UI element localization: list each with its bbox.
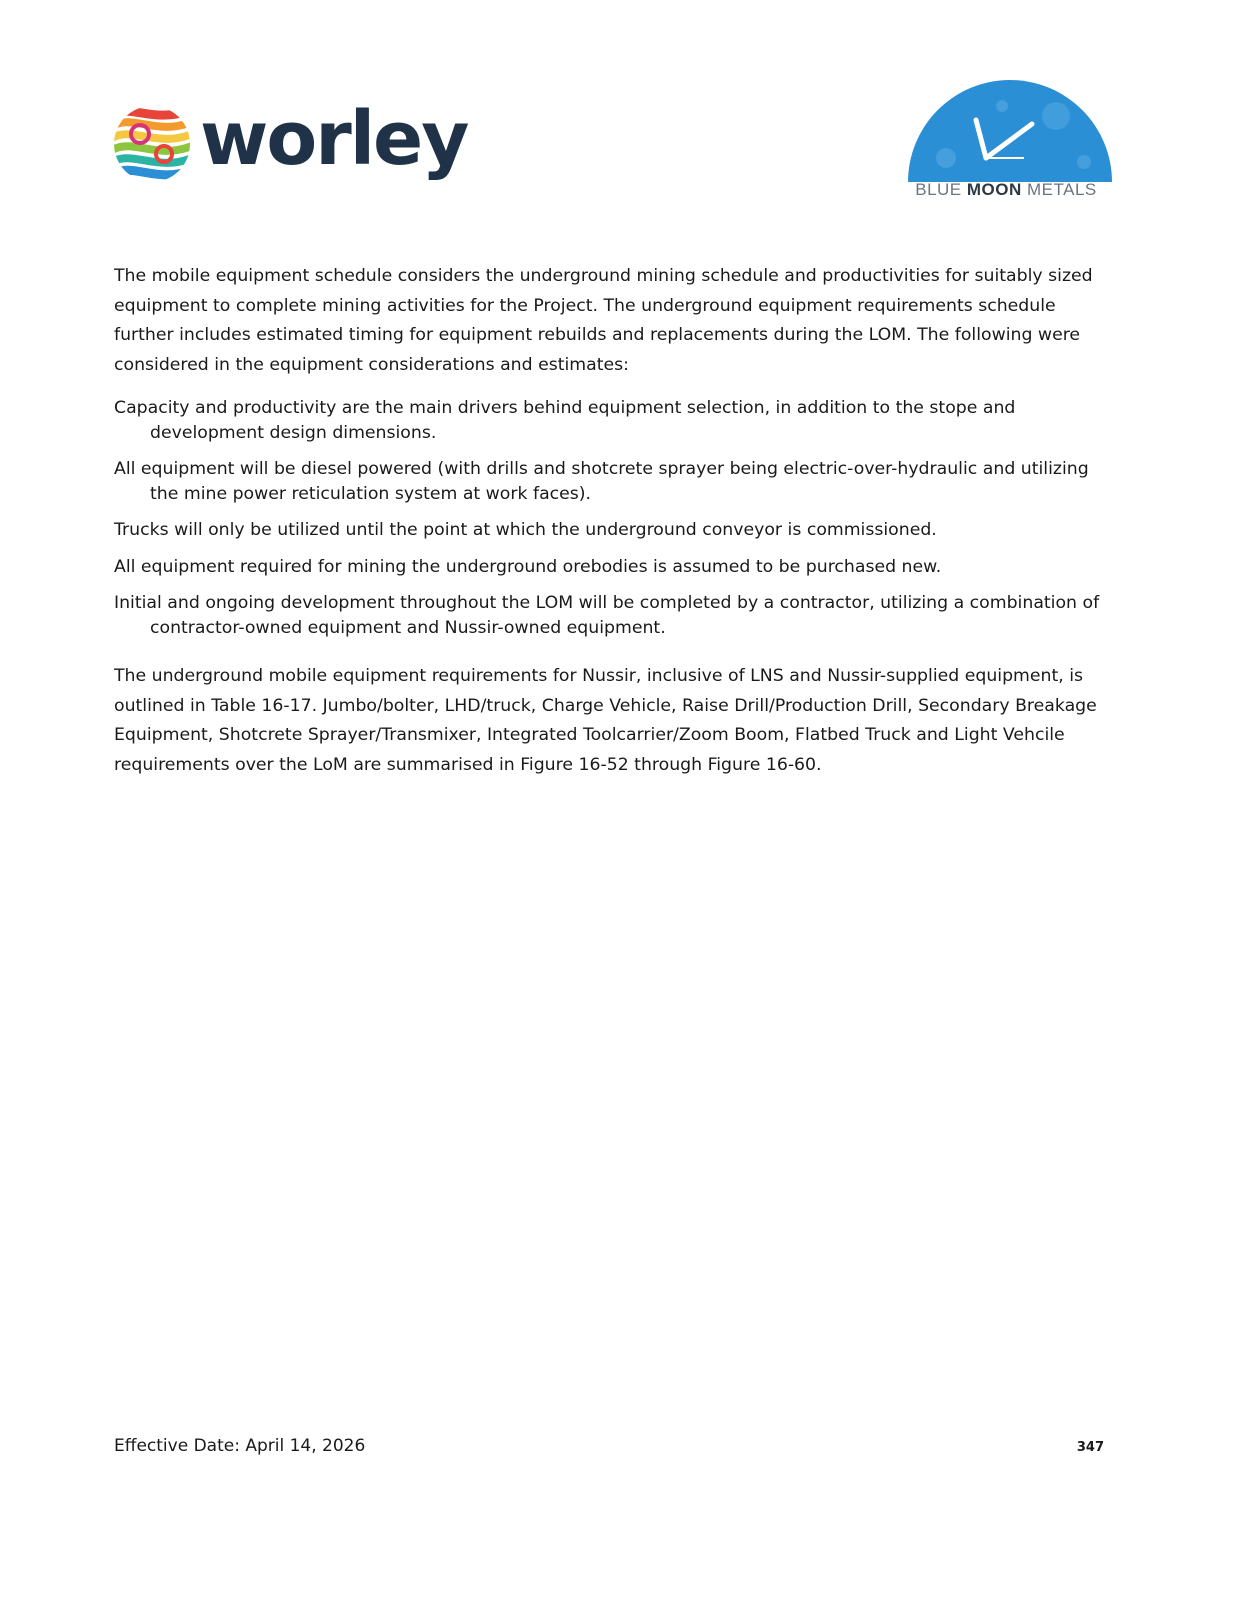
list-item: Capacity and productivity are the main drivers behind equipment selection, in addition to the stope and development design dimensions. <box>114 398 1016 443</box>
logo-text-metals: METALS <box>1021 180 1097 199</box>
list-item: Initial and ongoing development throughout the LOM will be completed by a contractor, utilizing a combination of contractor-owned equipment and Nussir-owned equipment. <box>114 593 1100 638</box>
list-item: Trucks will only be utilized until the point at which the underground conveyor is commissioned. <box>114 520 937 540</box>
blue-moon-metals-wordmark <box>900 180 1112 200</box>
page-header <box>0 0 1250 220</box>
outro-paragraph: The underground mobile equipment requirements for Nussir, inclusive of LNS and Nussir-supplied equipment, is outlined in Table 16-17. Jumbo/bolter, LHD/truck, Charge Vehicle, Raise Drill/Production Drill, Secondary Breakage Equipment, Shotcrete Sprayer/Transmixer, Integrated Toolcarrier/Zoom Boom, Flatbed Truck and Light Vehcile requirements over the LoM are summarised in Figure 16-52 through Figure 16-60. <box>114 666 1097 775</box>
list-item: All equipment will be diesel powered (with drills and shotcrete sprayer being electric-over-hydraulic and utilizing the mine power reticulation system at work faces). <box>114 459 1089 504</box>
worley-wordmark: worley <box>200 96 468 182</box>
moon-clock-icon <box>906 76 1114 182</box>
logo-text-moon: MOON <box>966 180 1022 199</box>
page-number: 347 <box>1076 1440 1104 1455</box>
worley-logo <box>112 96 468 190</box>
logo-text-blue: BLUE <box>915 180 967 199</box>
effective-date: Effective Date: April 14, 2026 <box>114 1436 366 1456</box>
intro-paragraph: The mobile equipment schedule considers the underground mining schedule and productivities for suitably sized equipment to complete mining activities for the Project. The underground equipment requirements schedule further includes estimated timing for equipment rebuilds and replacements during the LOM. The following were considered in the equipment considerations and estimates: <box>114 266 1093 375</box>
worley-logo-icon <box>112 104 192 184</box>
considerations-list <box>114 396 1114 640</box>
list-item: All equipment required for mining the underground orebodies is assumed to be purchased new. <box>114 556 942 577</box>
document-body <box>114 262 1114 780</box>
blue-moon-metals-logo <box>900 76 1120 206</box>
